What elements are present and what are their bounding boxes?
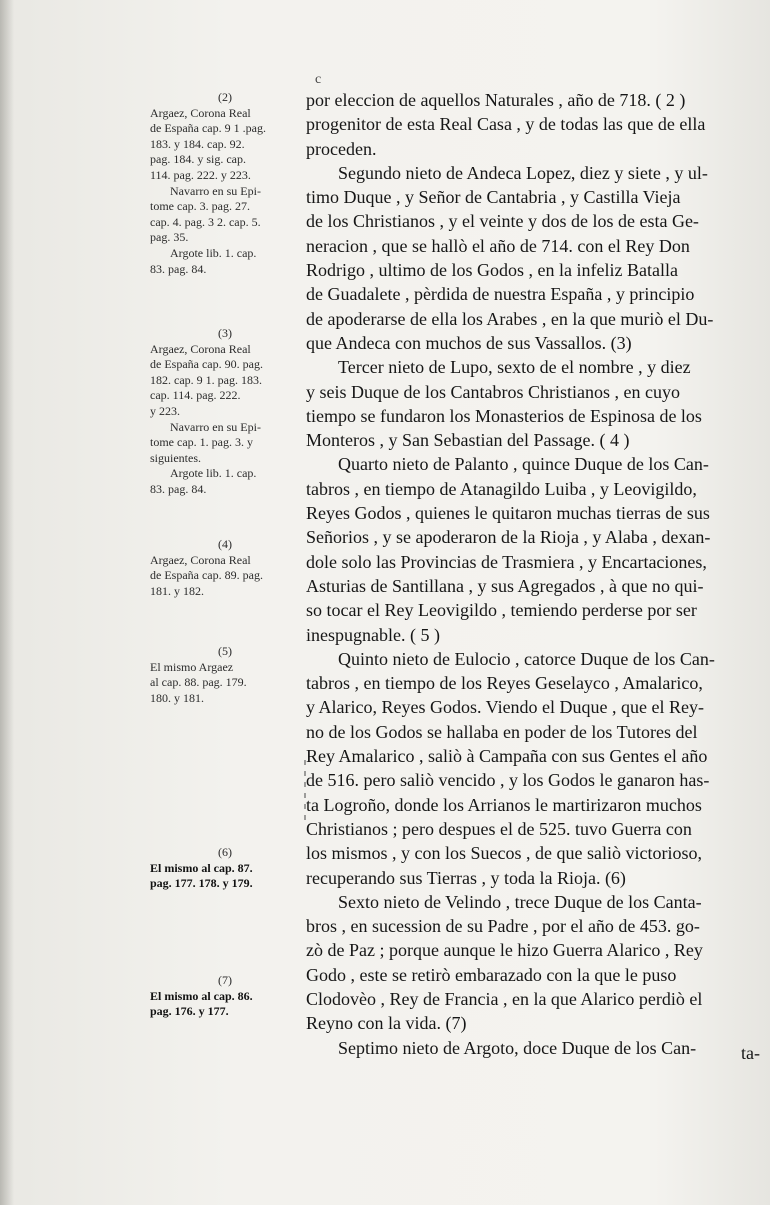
text-line: Reyes Godos , quienes le quitaron muchas tierras de sus	[306, 503, 710, 524]
note-line: Argaez, Corona Real	[150, 341, 251, 356]
note-line: El mismo Argaez	[150, 659, 234, 674]
note-line: Argote lib. 1. cap.	[170, 245, 257, 260]
note-line: pag. 35.	[150, 230, 189, 245]
text-line: Rodrigo , ultimo de los Godos , en la infeliz Batalla	[306, 260, 678, 281]
note-line: Argaez, Corona Real	[150, 552, 251, 567]
note-line: Navarro en su Epi-	[170, 183, 261, 198]
note-line: 83. pag. 84.	[150, 261, 207, 276]
text-line: progenitor de esta Real Casa , y de todas las que de ella	[306, 114, 706, 135]
text-line: por eleccion de aquellos Naturales , año de 718. ( 2 )	[306, 90, 686, 110]
paragraph-start-line: Quarto nieto de Palanto , quince Duque de los Can-	[338, 454, 709, 475]
note-line: El mismo al cap. 87.	[150, 860, 253, 875]
text-line: tiempo se fundaron los Monasterios de Espinosa de los	[306, 405, 702, 426]
marginal-note-3	[150, 326, 300, 498]
note-line: pag. 177. 178. y 179.	[150, 876, 253, 891]
note-line: 83. pag. 84.	[150, 481, 207, 496]
marginal-note-2	[150, 90, 300, 277]
note-line: cap. 4. pag. 3 2. cap. 5.	[150, 214, 261, 229]
text-line: Clodovèo , Rey de Francia , en la que Alarico perdiò el	[306, 988, 703, 1009]
note-number: (7)	[218, 973, 232, 987]
note-line: al cap. 88. pag. 179.	[150, 675, 247, 690]
note-line: 182. cap. 9 1. pag. 183.	[150, 372, 262, 387]
text-line: Christianos ; pero despues el de 525. tuvo Guerra con	[306, 818, 692, 839]
text-line: so tocar el Rey Leovigildo , temiendo perderse por ser	[306, 600, 697, 621]
note-line: 181. y 182.	[150, 583, 204, 598]
note-line: tome cap. 3. pag. 27.	[150, 199, 250, 214]
text-line: zò de Paz ; porque aunque le hizo Guerra Alarico , Rey	[306, 940, 703, 961]
paragraph-start-line: Sexto nieto de Velindo , trece Duque de los Canta-	[338, 891, 702, 912]
text-line: inespugnable. ( 5 )	[306, 624, 440, 645]
page-binding-shadow	[0, 0, 14, 1205]
note-line: de España cap. 89. pag.	[150, 568, 263, 583]
marginal-note-5	[150, 644, 300, 706]
text-line: tabros , en tiempo de los Reyes Geselayco , Amalarico,	[306, 673, 703, 694]
note-line: de España cap. 9 1 .pag.	[150, 121, 266, 136]
note-line: cap. 114. pag. 222.	[150, 388, 241, 403]
marginal-note-4	[150, 537, 300, 599]
note-line: siguientes.	[150, 450, 201, 465]
note-line: 114. pag. 222. y 223.	[150, 167, 251, 182]
text-line: Monteros , y San Sebastian del Passage. ( 4 )	[306, 430, 630, 451]
text-line: bros , en sucession de su Padre , por el año de 453. go-	[306, 916, 700, 937]
note-number: (2)	[218, 90, 232, 104]
note-line: 180. y 181.	[150, 690, 204, 705]
text-line: Rey Amalarico , saliò à Campaña con sus Gentes el año	[306, 746, 708, 767]
note-line: Navarro en su Epi-	[170, 419, 261, 434]
note-line: pag. 184. y sig. cap.	[150, 152, 246, 167]
note-line: 183. y 184. cap. 92.	[150, 136, 245, 151]
text-line: tabros , en tiempo de Atanagildo Luiba , y Leovigildo,	[306, 478, 697, 499]
note-number: (4)	[218, 537, 232, 551]
text-line: proceden.	[306, 138, 377, 159]
text-line: los mismos , y con los Suecos , de que saliò victorioso,	[306, 843, 702, 864]
note-line: El mismo al cap. 86.	[150, 988, 253, 1003]
text-line: y seis Duque de los Cantabros Christianos , en cuyo	[306, 381, 680, 402]
text-line: que Andeca con muchos de sus Vassallos. (3)	[306, 332, 632, 353]
note-line: Argote lib. 1. cap.	[170, 466, 257, 481]
marginal-note-6	[150, 845, 300, 892]
text-line: Señorios , y se apoderaron de la Rioja , y Alaba , dexan-	[306, 527, 711, 548]
text-line: Reyno con la vida. (7)	[306, 1013, 467, 1034]
text-line: neracion , que se hallò el año de 714. con el Rey Don	[306, 235, 690, 256]
note-line: pag. 176. y 177.	[150, 1004, 229, 1019]
text-line: y Alarico, Reyes Godos. Viendo el Duque , que el Rey-	[306, 697, 705, 718]
text-line: Asturias de Santillana , y sus Agregados , à que no qui-	[306, 575, 704, 596]
note-number: (5)	[218, 644, 232, 658]
text-line: no de los Godos se hallaba en poder de los Tutores del	[306, 721, 698, 742]
text-line: de 516. pero saliò vencido , y los Godos le ganaron has-	[306, 770, 710, 791]
text-line: Godo , este se retirò embarazado con la que le puso	[306, 964, 677, 985]
text-line: timo Duque , y Señor de Cantabria , y Castilla Vieja	[306, 187, 681, 208]
main-text-column	[306, 88, 764, 1060]
marginal-note-7	[150, 973, 300, 1020]
paragraph-start-line: Quinto nieto de Eulocio , catorce Duque de los Can-	[338, 648, 715, 669]
text-line: de apoderarse de ella los Arabes , en la que muriò el Du-	[306, 308, 714, 329]
paragraph-start-line: Segundo nieto de Andeca Lopez, diez y siete , y ul-	[338, 162, 708, 183]
text-line: recuperando sus Tierras , y toda la Rioja. (6)	[306, 867, 626, 888]
paragraph-start-line: Tercer nieto de Lupo, sexto de el nombre , y diez	[338, 357, 691, 378]
note-line: tome cap. 1. pag. 3. y	[150, 435, 253, 450]
paragraph-start-line: Septimo nieto de Argoto, doce Duque de los Can-	[338, 1037, 697, 1058]
note-line: Argaez, Corona Real	[150, 105, 251, 120]
catchword: ta-	[741, 1043, 760, 1063]
note-line: de España cap. 90. pag.	[150, 357, 263, 372]
page-mark: c	[315, 72, 322, 87]
note-number: (6)	[218, 845, 232, 859]
note-number: (3)	[218, 326, 232, 340]
text-line: ta Logroño, donde los Arrianos le martirizaron muchos	[306, 794, 702, 815]
text-line: dole solo las Provincias de Trasmiera , y Encartaciones,	[306, 551, 707, 572]
text-line: de Guadalete , pèrdida de nuestra España , y principio	[306, 284, 695, 305]
note-line: y 223.	[150, 403, 180, 418]
text-line: de los Christianos , y el veinte y dos de los de esta Ge-	[306, 211, 699, 232]
